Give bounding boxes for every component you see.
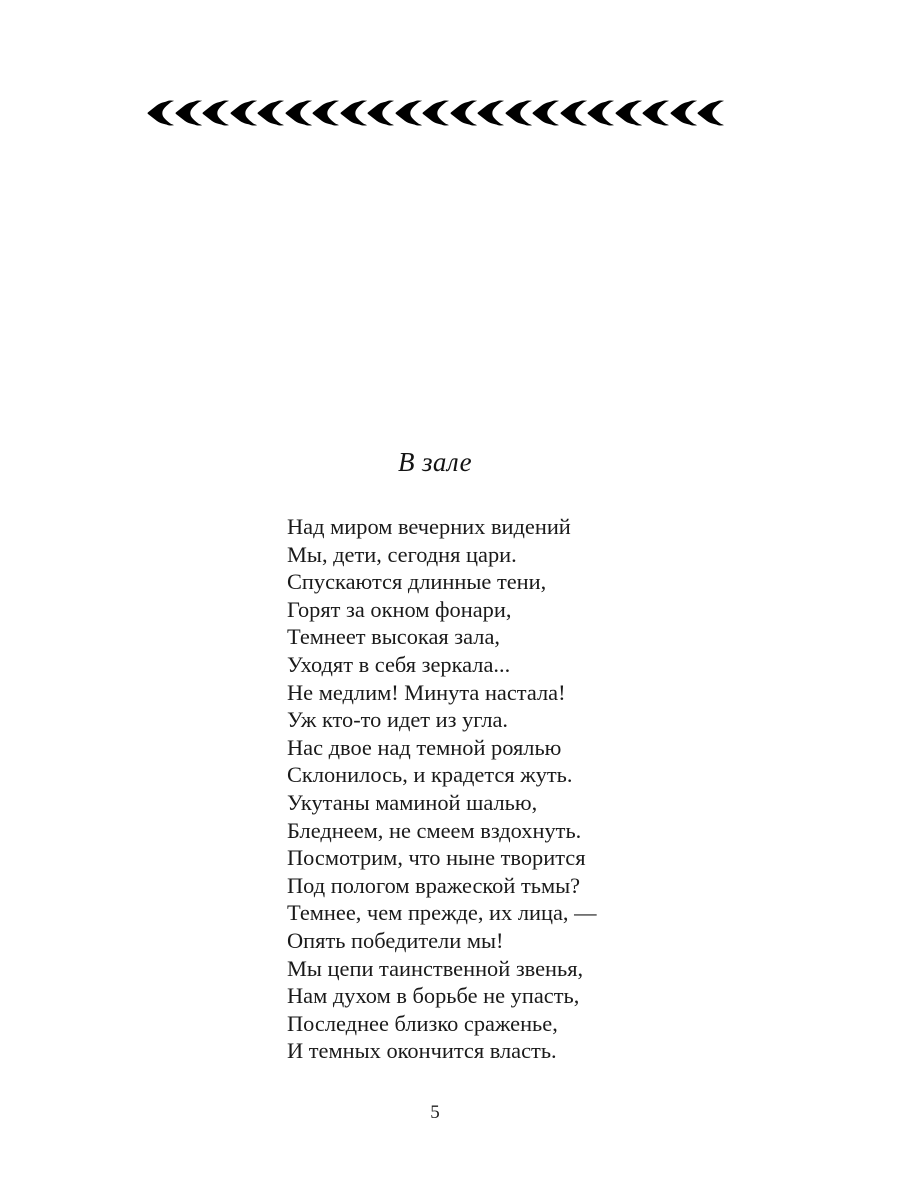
left-chevron-leaf-ornament-icon [505,96,533,130]
poem-line: Темнеет высокая зала, [287,624,500,650]
poem-line: Последнее близко сраженье, [287,1010,558,1036]
left-chevron-leaf-ornament-icon [395,96,423,130]
poem-line: Мы цепи таинственной звенья, [287,955,584,981]
left-chevron-leaf-ornament-icon [202,96,230,130]
left-chevron-leaf-ornament-icon [367,96,395,130]
left-chevron-leaf-ornament-icon [477,96,505,130]
poem-line: Спускаются длинные тени, [287,569,547,595]
left-chevron-leaf-ornament-icon [532,96,560,130]
left-chevron-leaf-ornament-icon [450,96,478,130]
poem-line: Нам духом в борьбе не упасть, [287,983,580,1009]
left-chevron-leaf-ornament-icon [230,96,258,130]
poem-body [287,513,717,1065]
left-chevron-leaf-ornament-icon [257,96,285,130]
poem-line: Склонилось, и крадется жуть. [287,762,573,788]
left-chevron-leaf-ornament-icon [560,96,588,130]
left-chevron-leaf-ornament-icon [147,96,175,130]
left-chevron-leaf-ornament-icon [615,96,643,130]
poem-line: Уж кто-то идет из угла. [287,707,509,733]
poem-line: Опять победители мы! [287,927,504,953]
left-chevron-leaf-ornament-icon [697,96,725,130]
left-chevron-leaf-ornament-icon [642,96,670,130]
left-chevron-leaf-ornament-icon [340,96,368,130]
top-ornament-band [147,94,725,132]
left-chevron-leaf-ornament-icon [670,96,698,130]
poem-line: Посмотрим, что ныне творится [287,845,586,871]
page-number: 5 [430,1102,440,1123]
poem-line: Над миром вечерних видений [287,514,571,539]
poem-line: Темнее, чем прежде, их лица, — [287,900,597,926]
poem-line: Не медлим! Минута настала! [287,679,566,705]
poem-line: Укутаны маминой шалью, [287,789,538,815]
poem-line: Под пологом вражеской тьмы? [287,872,581,898]
left-chevron-leaf-ornament-icon [175,96,203,130]
left-chevron-leaf-ornament-icon [312,96,340,130]
poem-line: И темных окончится власть. [287,1038,557,1064]
left-chevron-leaf-ornament-icon [422,96,450,130]
poem-line: Нас двое над темной роялью [287,734,562,760]
left-chevron-leaf-ornament-icon [587,96,615,130]
poem-line: Горят за окном фонари, [287,596,512,622]
poem-line: Уходят в себя зеркала... [287,651,511,677]
poem-line: Мы, дети, сегодня цари. [287,541,517,567]
poem-line: Бледнеем, не смеем вздохнуть. [287,817,582,843]
poem-title: В зале [397,447,473,477]
left-chevron-leaf-ornament-icon [285,96,313,130]
